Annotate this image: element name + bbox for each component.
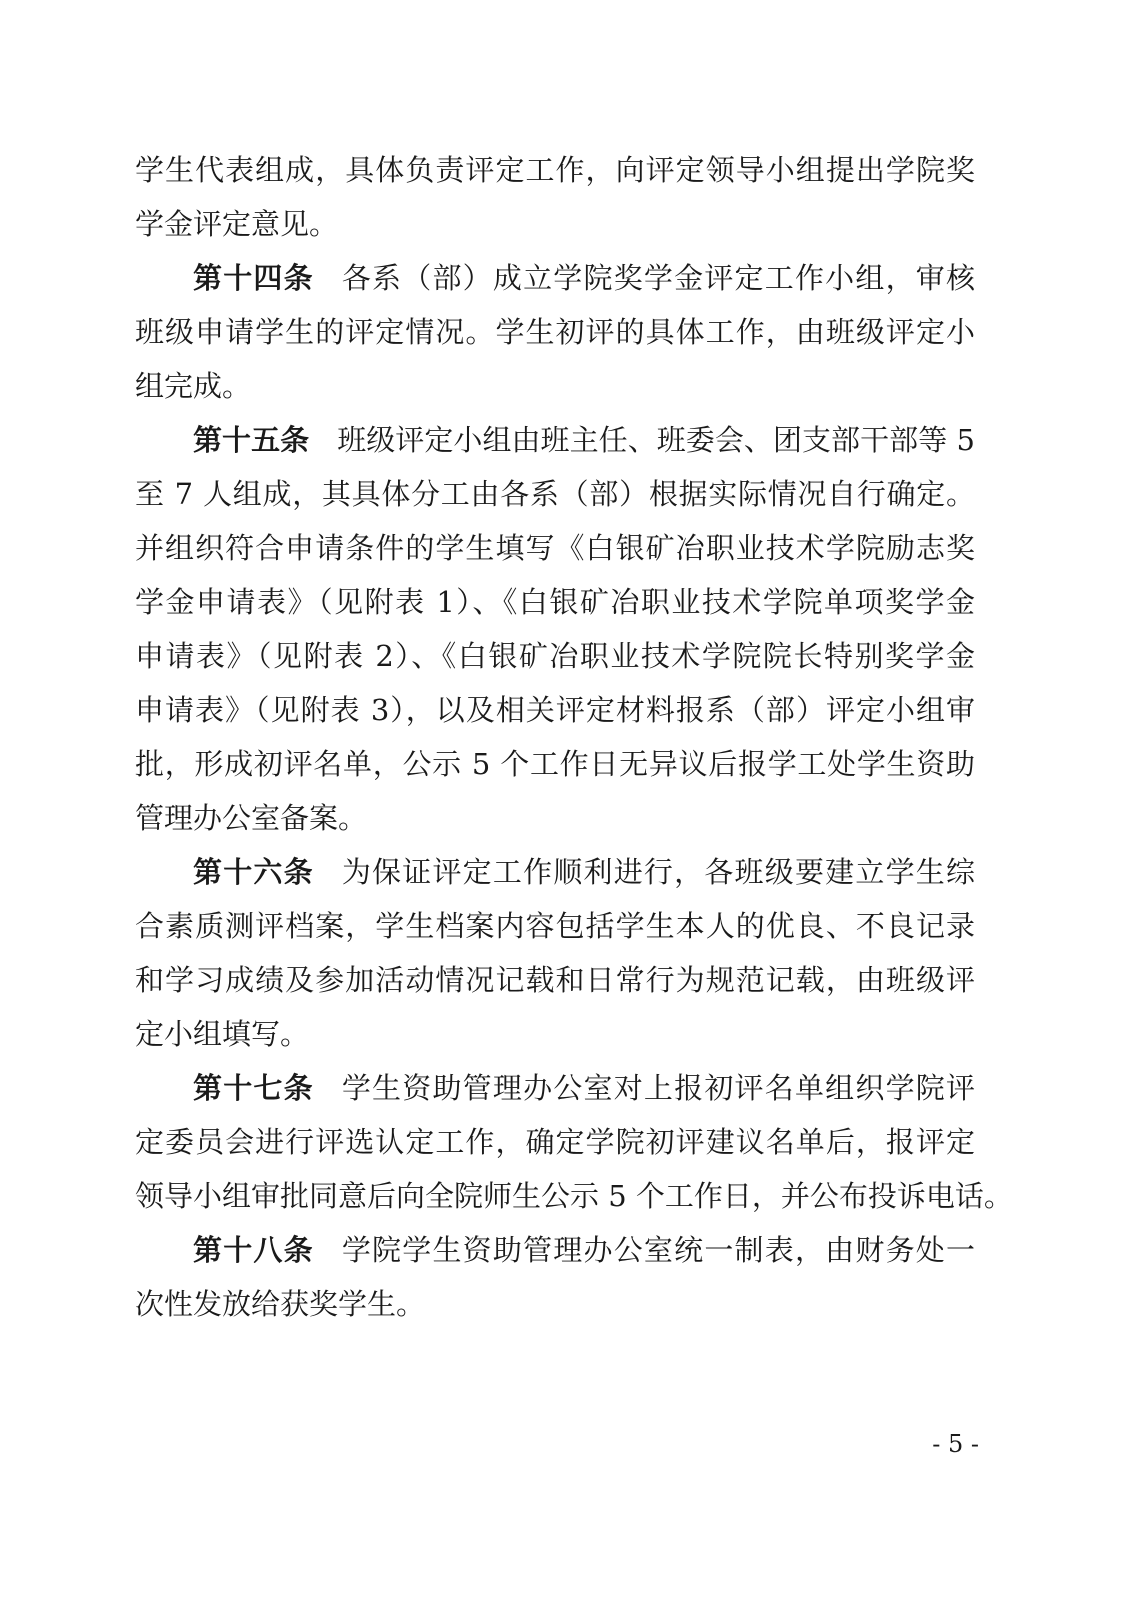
text-line: 申请表》（见附表 2）、《白银矿冶职业技术学院院长特别奖学金 <box>135 639 975 673</box>
article-17-line <box>193 1060 975 1116</box>
text-line: 至 7 人组成，其具体分工由各系（部）根据实际情况自行确定。 <box>135 477 975 511</box>
article-15-heading: 第十五条 <box>193 423 310 457</box>
article-17-heading: 第十七条 <box>193 1071 314 1105</box>
article-14-line <box>193 250 975 306</box>
article-18-line <box>193 1222 975 1278</box>
text-line: 合素质测评档案，学生档案内容包括学生本人的优良、不良记录 <box>135 909 975 943</box>
text-line: 次性发放给获奖学生。 <box>135 1287 426 1321</box>
text-line: 定小组填写。 <box>135 1017 310 1051</box>
article-15-line <box>193 412 975 468</box>
text-line: 学金评定意见。 <box>135 207 339 241</box>
text-segment: 各系（部）成立学院奖学金评定工作小组，审核 <box>341 261 975 295</box>
text-segment: 为保证评定工作顺利进行，各班级要建立学生综 <box>341 855 975 889</box>
article-16-heading: 第十六条 <box>193 855 314 889</box>
text-line: 并组织符合申请条件的学生填写《白银矿冶职业技术学院励志奖 <box>135 531 975 565</box>
article-18-heading: 第十八条 <box>193 1233 314 1267</box>
text-segment: 学院学生资助管理办公室统一制表，由财务处一 <box>341 1233 975 1267</box>
text-line: 管理办公室备案。 <box>135 801 368 835</box>
text-line: 学金申请表》（见附表 1）、《白银矿冶职业技术学院单项奖学金 <box>135 585 975 619</box>
text-line: 批，形成初评名单，公示 5 个工作日无异议后报学工处学生资助 <box>135 747 975 781</box>
text-line: 定委员会进行评选认定工作，确定学院初评建议名单后，报评定 <box>135 1125 975 1159</box>
text-line: 学生代表组成，具体负责评定工作，向评定领导小组提出学院奖 <box>135 153 975 187</box>
article-16-line <box>193 844 975 900</box>
text-line: 组完成。 <box>135 369 252 403</box>
text-line: 申请表》（见附表 3），以及相关评定材料报系（部）评定小组审 <box>135 693 975 727</box>
text-line: 和学习成绩及参加活动情况记载和日常行为规范记载，由班级评 <box>135 963 975 997</box>
text-segment: 班级评定小组由班主任、班委会、团支部干部等 5 <box>337 423 975 457</box>
article-14-heading: 第十四条 <box>193 261 314 295</box>
text-line: 班级申请学生的评定情况。学生初评的具体工作，由班级评定小 <box>135 315 975 349</box>
text-line: 领导小组审批同意后向全院师生公示 5 个工作日，并公布投诉电话。 <box>135 1179 1013 1213</box>
page-number: - 5 - <box>932 1430 979 1458</box>
text-segment: 学生资助管理办公室对上报初评名单组织学院评 <box>341 1071 975 1105</box>
